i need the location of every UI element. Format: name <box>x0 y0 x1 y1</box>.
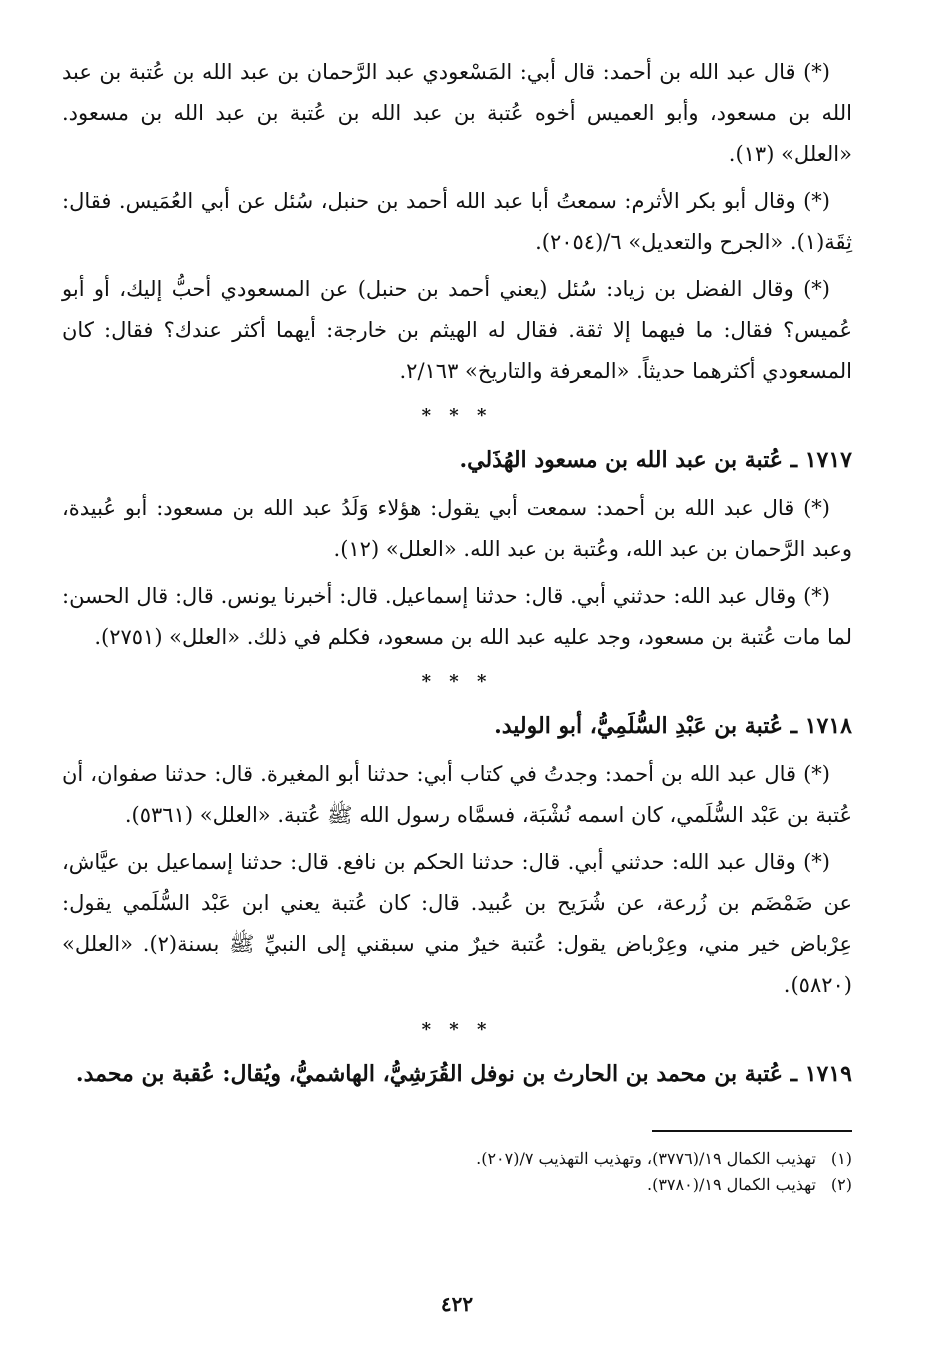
paragraph-fadl: (*) وقال الفضل بن زياد: سُئل (يعني أحمد بن حنبل) عن المسعودي أحبُّ إليك، أو أبو عُميس؟ فقال: ما فيهما إلا ثقة. فقال له الهيثم بن خارجة: أيهما أكثر عندك؟ فقال: كان المسعودي أكثرهما حديثاً. «المعرفة والتاريخ» ٢/١٦٣. <box>62 277 852 383</box>
footnote-text: تهذيب الكمال ١٩/(٣٧٨٠). <box>647 1175 816 1194</box>
page-number: ٤٢٢ <box>440 1292 474 1316</box>
section-separator: * * * <box>421 1019 493 1040</box>
footnote <box>62 1146 852 1172</box>
entry-heading-1718: ١٧١٨ ـ عُتبة بن عَبْدِ السُّلَمِيُّ، أبو الوليد. <box>494 713 852 739</box>
paragraph-irbad: (*) وقال عبد الله: حدثني أبي. قال: حدثنا الحكم بن نافع. قال: حدثنا إسماعيل بن عيَّاش، عن ضَمْضَم بن زُرعة، عن شُرَيح بن عُبيد. قال: كان عُتبة يعني ابن عَبْد السُّلَمي يقول: عِرْباض خير مني، وعِرْباض يقول: عُتبة خيرٌ مني سبقني إلى النبيِّ ﷺ بسنة(٢). «العلل» (٥٨٢٠). <box>62 850 852 997</box>
paragraph-nushba: (*) قال عبد الله بن أحمد: وجدتُ في كتاب أبي: حدثنا أبو المغيرة. قال: حدثنا صفوان، أن عُتبة بن عَبْد السُّلَمي، كان اسمه نُشْبَة، فسمَّاه رسول الله ﷺ عُتبة. «العلل» (٥٣٦١). <box>62 762 852 827</box>
paragraph-masudi: (*) قال عبد الله بن أحمد: قال أبي: المَسْعودي عبد الرَّحمان بن عبد الله بن عُتبة بن عبد الله بن مسعود، وأبو العميس أخوه عُتبة بن عبد الله بن عُتبة بن عبد الله بن مسعود. «العلل» (١٣). <box>62 60 852 166</box>
paragraph-athram: (*) وقال أبو بكر الأثرم: سمعتُ أبا عبد الله أحمد بن حنبل، سُئل عن أبي العُمَيس. فقال: ثِقَة(١). «الجرح والتعديل» ٦/(٢٠٥٤). <box>62 189 852 254</box>
footnote-number: (١) <box>830 1149 852 1168</box>
book-page <box>62 52 852 1342</box>
paragraph-hasan: (*) وقال عبد الله: حدثني أبي. قال: حدثنا إسماعيل. قال: أخبرنا يونس. قال: قال الحسن: لما مات عُتبة بن مسعود، وجد عليه عبد الله بن مسعود، فكلم في ذلك. «العلل» (٢٧٥١). <box>62 584 852 649</box>
footnote-divider <box>652 1130 852 1132</box>
footnote-text: تهذيب الكمال ١٩/(٣٧٧٦)، وتهذيب التهذيب ٧/(٢٠٧). <box>476 1149 816 1168</box>
paragraph-sons-of-ibn-masud: (*) قال عبد الله بن أحمد: سمعت أبي يقول: هؤلاء وَلَدُ عبد الله بن مسعود: أبو عُبيدة، وعبد الرَّحمان بن عبد الله، وعُتبة بن عبد الله. «العلل» (١٢). <box>62 496 852 561</box>
footnote-number: (٢) <box>830 1175 852 1194</box>
entry-heading-1717: ١٧١٧ ـ عُتبة بن عبد الله بن مسعود الهُذَلي. <box>459 447 852 473</box>
section-separator: * * * <box>421 671 493 692</box>
footnote <box>62 1172 852 1198</box>
entry-heading-1719: ١٧١٩ ـ عُتبة بن محمد بن الحارث بن نوفل القُرَشِيُّ، الهاشميُّ، ويُقال: عُقبة بن محمد. <box>75 1061 852 1087</box>
section-separator: * * * <box>421 405 493 426</box>
